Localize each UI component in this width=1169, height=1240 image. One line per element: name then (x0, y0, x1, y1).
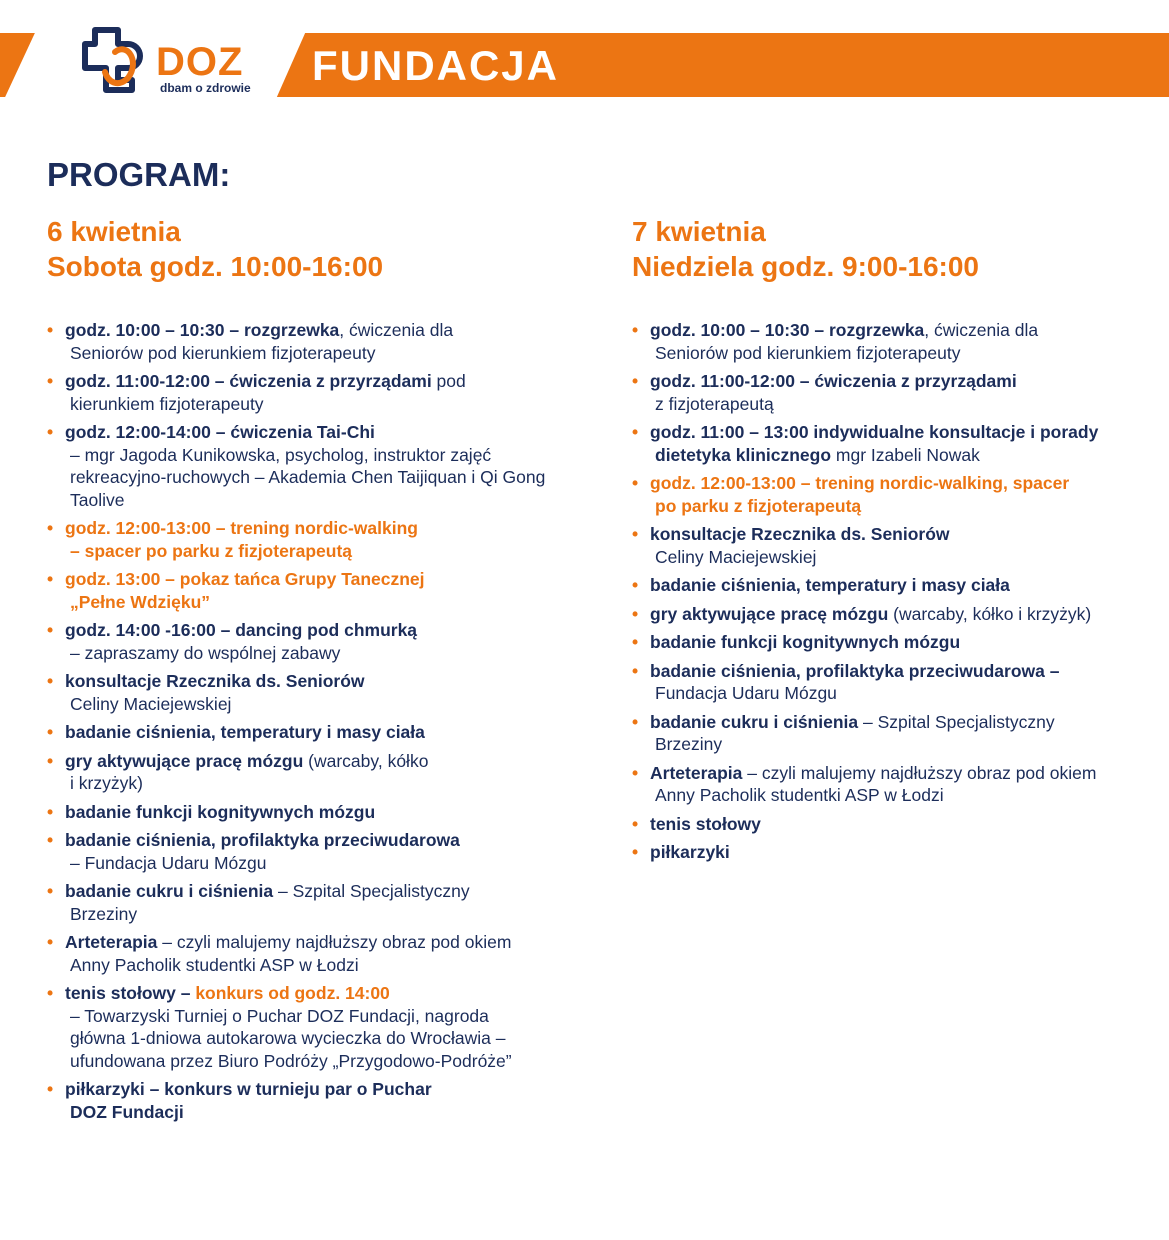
list-item: • gry aktywujące pracę mózgu (warcaby, kółko i krzyżyk) (632, 603, 1092, 624)
logo-wordmark: DOZ (156, 40, 244, 84)
saturday-hours: Sobota godz. 10:00-16:00 (47, 251, 384, 282)
list-item: • konsultacje Rzecznika ds. Seniorów Celiny Maciejewskiej (632, 524, 950, 567)
saturday-column (47, 214, 547, 1129)
list-item: • badanie ciśnienia, temperatury i masy ciała (632, 575, 1010, 595)
sunday-date: 7 kwietnia (632, 216, 766, 247)
list-item: • badanie funkcji kognitywnych mózgu (632, 632, 961, 652)
list-item: • tenis stołowy (632, 813, 761, 834)
list-item: • godz. 12:00-13:00 – trening nordic-walking, spacer po parku z fizjoterapeutą (632, 473, 1070, 516)
list-item: • godz. 12:00-14:00 – ćwiczenia Tai-Chi – mgr Jagoda Kunikowska, psycholog, instruktor zajęć rekreacyjno-ruchowych – Akademia Chen Taijiquan i Qi Gong Taolive (47, 422, 546, 510)
sunday-hours: Niedziela godz. 9:00-16:00 (632, 251, 980, 282)
sunday-column (632, 214, 1132, 870)
list-item: • badanie cukru i ciśnienia – Szpital Specjalistyczny Brzeziny (47, 881, 470, 924)
list-item: • konsultacje Rzecznika ds. Seniorów Celiny Maciejewskiej (47, 671, 365, 714)
list-item: • badanie funkcji kognitywnych mózgu (47, 801, 376, 822)
list-item: • badanie ciśnienia, profilaktyka przeciwudarowa – Fundacja Udaru Mózgu (47, 830, 460, 873)
list-item: • piłkarzyki – konkurs w turnieju par o Puchar DOZ Fundacji (47, 1079, 432, 1122)
list-item: • godz. 11:00 – 13:00 indywidualne konsultacje i porady dietetyka klinicznego mgr Izabeli Nowak (632, 422, 1099, 465)
list-item: • godz. 11:00-12:00 – ćwiczenia z przyrządami z fizjoterapeutą (632, 371, 1017, 414)
program-heading: PROGRAM: (47, 156, 231, 193)
list-item: • badanie ciśnienia, profilaktyka przeciwudarowa – Fundacja Udaru Mózgu (632, 660, 1060, 703)
logo-tagline: dbam o zdrowie (160, 81, 251, 95)
saturday-date: 6 kwietnia (47, 216, 181, 247)
list-item: • godz. 10:00 – 10:30 – rozgrzewka, ćwiczenia dla Seniorów pod kierunkiem fizjoterapeuty (47, 320, 454, 363)
list-item: • gry aktywujące pracę mózgu (warcaby, kółko i krzyżyk) (47, 750, 429, 793)
list-item: • badanie ciśnienia, temperatury i masy ciała (47, 722, 425, 742)
list-item: • Arteterapia – czyli malujemy najdłuższy obraz pod okiem Anny Pacholik studentki ASP w Łodzi (632, 762, 1097, 805)
list-item: • godz. 10:00 – 10:30 – rozgrzewka, ćwiczenia dla Seniorów pod kierunkiem fizjoterapeuty (632, 320, 1039, 363)
list-item: • godz. 11:00-12:00 – ćwiczenia z przyrządami pod kierunkiem fizjoterapeuty (47, 371, 466, 414)
page-title: FUNDACJA (312, 42, 559, 89)
list-item: • godz. 12:00-13:00 – trening nordic-walking – spacer po parku z fizjoterapeutą (47, 518, 418, 561)
list-item: • godz. 14:00 -16:00 – dancing pod chmurką – zapraszamy do wspólnej zabawy (47, 620, 418, 663)
list-item: • badanie cukru i ciśnienia – Szpital Specjalistyczny Brzeziny (632, 711, 1055, 754)
saturday-list (47, 319, 547, 1123)
list-item: • tenis stołowy – konkurs od godz. 14:00 – Towarzyski Turniej o Puchar DOZ Fundacji, nagroda główna 1-dniowa autokarowa wycieczka do Wrocławia – ufundowana przez Biuro Podróży „Przygodowo-Podróże” (47, 983, 512, 1071)
sunday-list (632, 319, 1132, 864)
list-item: • Arteterapia – czyli malujemy najdłuższy obraz pod okiem Anny Pacholik studentki ASP w Łodzi (47, 932, 512, 975)
list-item: • godz. 13:00 – pokaz tańca Grupy Tanecznej „Pełne Wdzięku” (47, 569, 425, 612)
list-item: • piłkarzyki (632, 842, 730, 862)
